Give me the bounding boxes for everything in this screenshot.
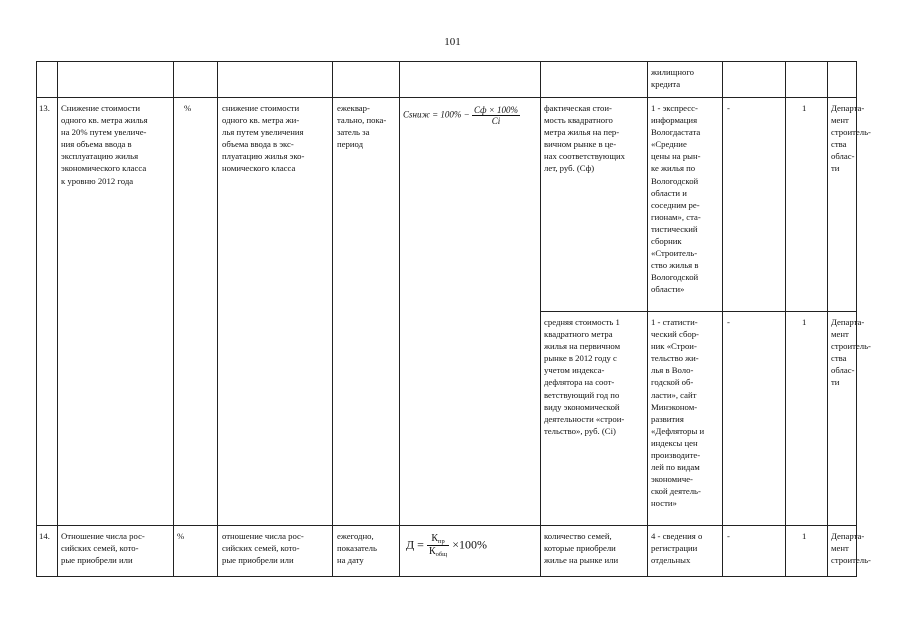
row13-number: 13.: [39, 103, 50, 113]
indicator-table: [36, 61, 871, 577]
col-divider: [399, 61, 400, 577]
row13a-responsible: Департа- мент строитель- ства облас- ти: [831, 103, 871, 174]
row-divider: [540, 311, 856, 312]
continuation-source-text: жилищного кредита: [651, 67, 695, 90]
row14-responsible: Департа- мент строитель-: [831, 531, 871, 566]
row13b-col9: -: [727, 317, 730, 327]
row13a-col9: -: [727, 103, 730, 113]
row13-formula: [403, 105, 520, 126]
page-number: 101: [444, 36, 461, 48]
row14-formula: [406, 533, 487, 558]
col-divider: [217, 61, 218, 577]
table-grid: [36, 61, 871, 577]
row13a-col10: 1: [802, 103, 807, 113]
row13-unit: %: [184, 103, 192, 113]
row14-unit: %: [177, 531, 185, 541]
row14-indicator-name: Отношение числа рос- сийских семей, кото- рые приобрели или: [61, 531, 145, 566]
col-divider: [332, 61, 333, 577]
row13a-basic-indicator: фактическая стои- мость квадратного метра жилья на пер- вичном рынке в це- нах соответствующих лет, руб. (Сф): [544, 103, 626, 174]
col-divider: [647, 61, 648, 577]
row13b-basic-indicator: средняя стоимость 1 квадратного метра жилья на первичном рынке в 2012 году с учетом индекса- дефлятора на соот- ветствующий год по виду экономической деятельности «строи- тельство», руб. (Сi): [544, 317, 625, 436]
col-divider: [57, 61, 58, 577]
row13-formula-numerator: Сф × 100%: [474, 105, 519, 115]
col-divider: [785, 61, 786, 577]
col-divider: [540, 61, 541, 577]
row13-formula-denominator: Сi: [491, 116, 501, 126]
row14-formula-numerator-subscript: пр: [438, 538, 445, 545]
row14-source: 4 - сведения о регистрации отдельных: [651, 531, 703, 566]
row13b-col10: 1: [802, 317, 807, 327]
row14-col9: -: [727, 531, 730, 541]
row13a-source: 1 - экспресс- информация Вологдастата «Средние цены на рын- ке жилья по Вологодской области и соседним ре- гионам», ста- тистический сборник «Строитель- ство жилья в Вологодской области»: [651, 103, 701, 295]
row-divider: [36, 576, 856, 577]
row-divider: [36, 97, 856, 98]
row13-definition: снижение стоимости одного кв. метра жи- лья путем увеличения объема ввода в экс- плуатацию жилья эко- номического класса: [222, 103, 305, 174]
row13-formula-fraction: [472, 105, 520, 126]
row14-formula-numerator: [427, 533, 449, 546]
row14-periodicity: ежегодно, показатель на дату: [337, 531, 377, 566]
row13b-responsible: Департа- мент строитель- ства облас- ти: [831, 317, 871, 388]
row14-number: 14.: [39, 531, 50, 541]
col-divider: [722, 61, 723, 577]
col-divider: [173, 61, 174, 577]
row-divider: [36, 525, 856, 526]
col-divider: [36, 61, 37, 577]
row14-formula-denominator-symbol: К: [428, 546, 436, 557]
row14-basic-indicator: количество семей, которые приобрели жилье на рынке или: [544, 531, 619, 566]
row13-periodicity: ежеквар- тально, пока- затель за период: [337, 103, 387, 150]
row14-formula-fraction: [427, 533, 449, 558]
col-divider: [827, 61, 828, 577]
row14-formula-tail: ×100%: [452, 537, 487, 552]
row14-formula-numerator-symbol: К: [431, 533, 439, 544]
row14-definition: отношение числа рос- сийских семей, кото- рые приобрели или: [222, 531, 304, 566]
row13-indicator-name: Снижение стоимости одного кв. метра жилья на 20% путем увеличе- ния объема ввода в эксплуатацию жилья экономического класса к уровню 2012 года: [61, 103, 148, 186]
row14-formula-lhs: Д =: [406, 537, 424, 552]
row14-col10: 1: [802, 531, 807, 541]
row-divider: [36, 61, 856, 62]
row14-formula-denominator-subscript: общ: [435, 551, 448, 558]
row13-formula-lhs: Сsниж = 100% −: [403, 109, 470, 120]
row14-formula-denominator: [427, 546, 449, 558]
row13b-source: 1 - статисти- ческий сбор- ник «Строи- тельство жи- лья в Воло- годской об- ласти», сайт Минэконом- развития «Дефляторы и индексы цен производите- лей по видам экономиче- ской деятель- ности»: [651, 317, 705, 509]
